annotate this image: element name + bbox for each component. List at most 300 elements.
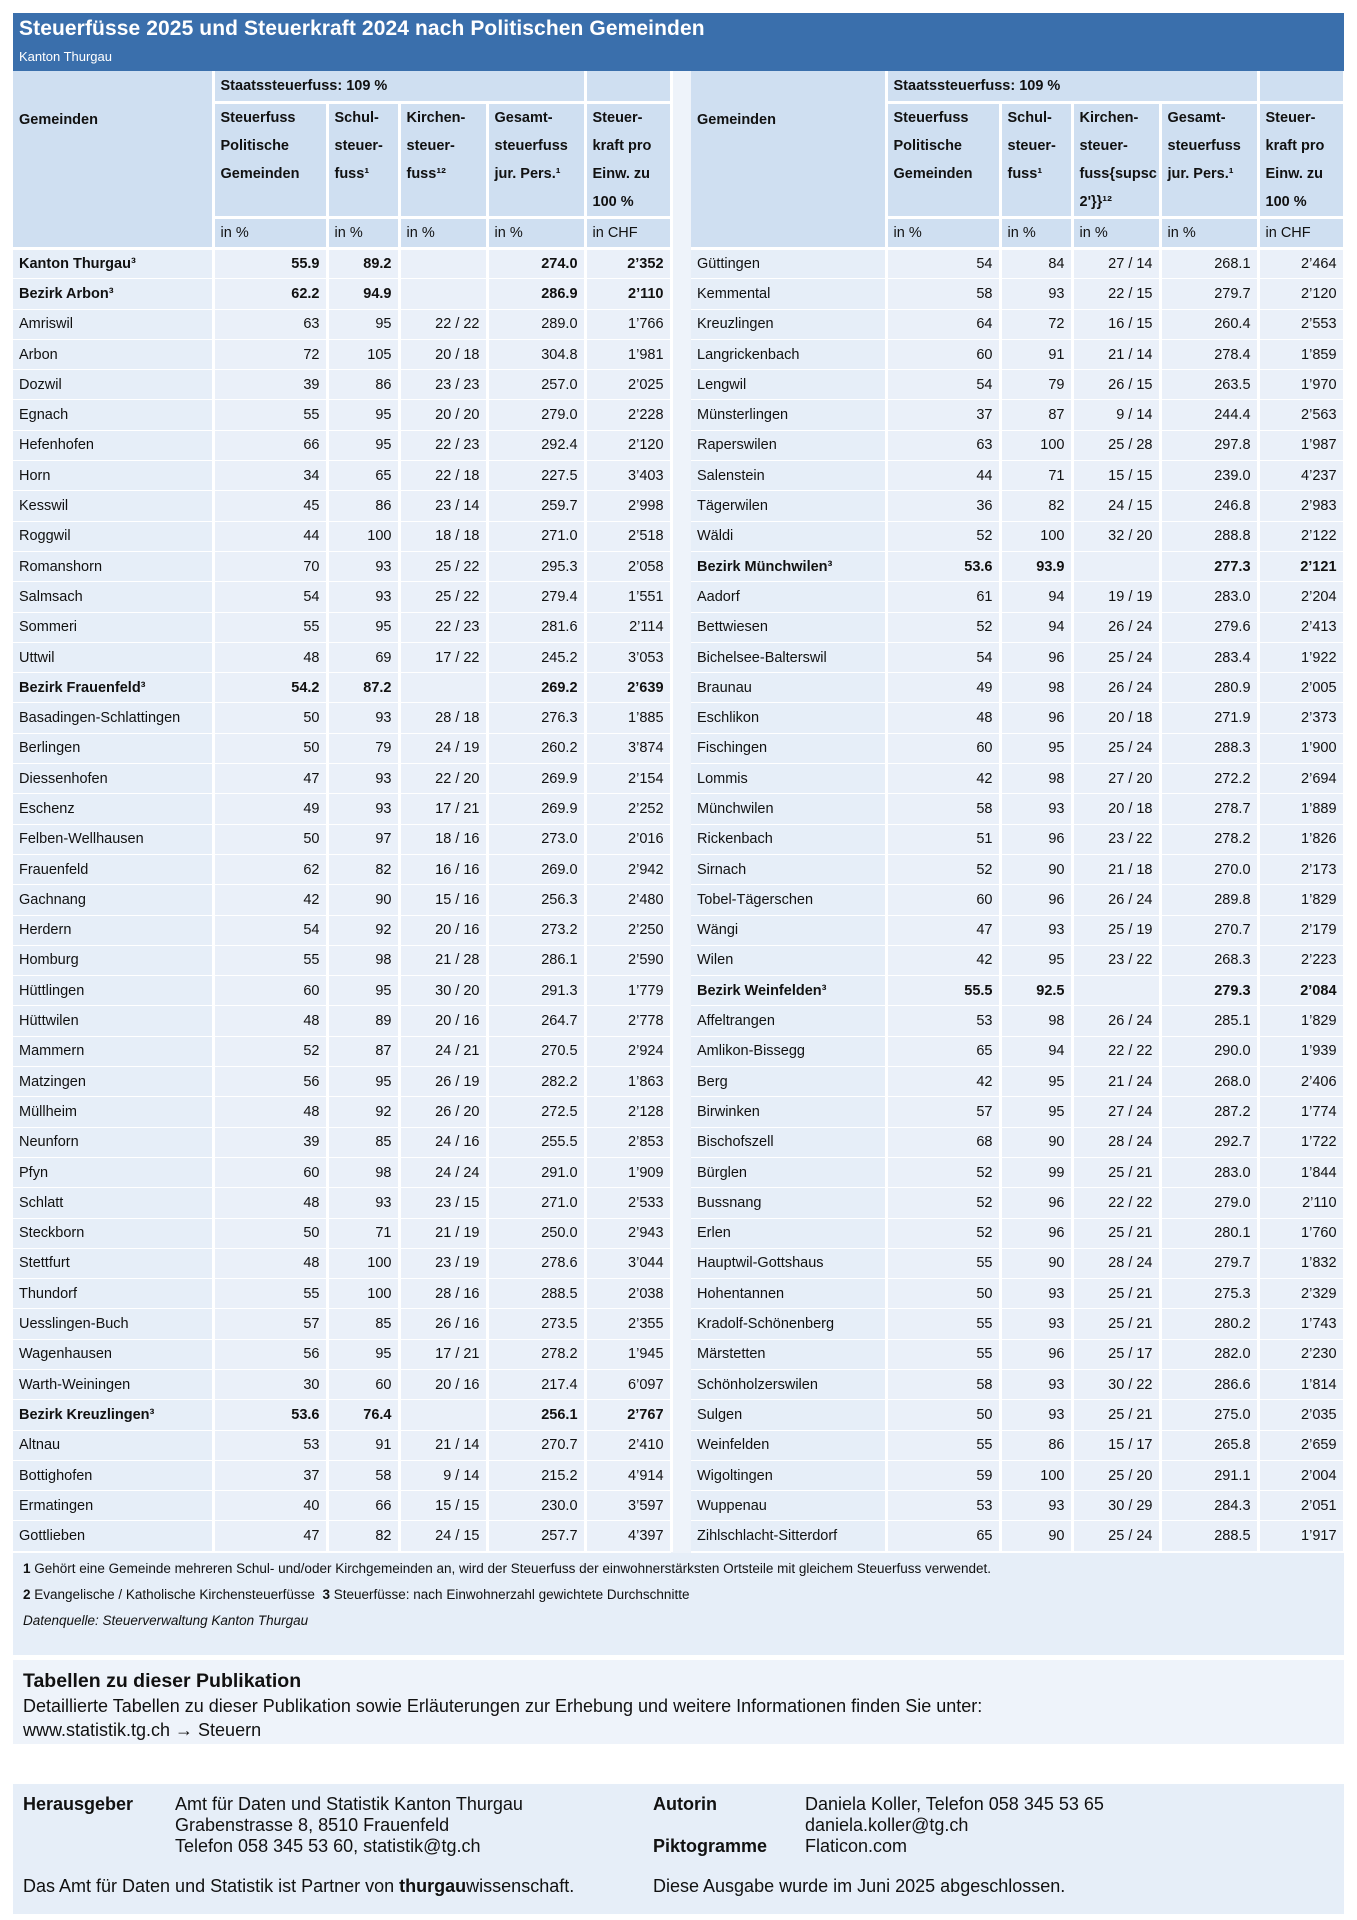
schulsteuerfuss-cell: 94.9 xyxy=(327,279,399,309)
steuerkraft-cell: 1’889 xyxy=(1258,794,1344,824)
kirchensteuerfuss-cell: 15 / 15 xyxy=(1072,461,1160,491)
gesamtsteuerfuss-cell: 270.7 xyxy=(1160,915,1258,945)
table-row xyxy=(691,400,1344,430)
footnote-text: Steuerfüsse: nach Einwohnerzahl gewichtete Durchschnitte xyxy=(333,1587,690,1602)
autorin-email[interactable]: daniela.koller@tg.ch xyxy=(805,1815,969,1835)
gemeinde-name: Bischofszell xyxy=(691,1127,886,1157)
table-row xyxy=(13,612,671,642)
table-row xyxy=(13,491,671,521)
schulsteuerfuss-cell: 95 xyxy=(1000,1097,1072,1127)
steuerkraft-cell: 2’943 xyxy=(585,1218,671,1248)
steuerkraft-cell: 1’844 xyxy=(1258,1157,1344,1187)
page-subtitle: Kanton Thurgau xyxy=(19,49,112,64)
gesamtsteuerfuss-cell: 286.1 xyxy=(487,945,585,975)
gesamtsteuerfuss-cell: 272.5 xyxy=(487,1097,585,1127)
table-row xyxy=(691,582,1344,612)
schulsteuerfuss-cell: 93 xyxy=(1000,1491,1072,1521)
kirchensteuerfuss-cell: 16 / 15 xyxy=(1072,309,1160,339)
steuerfuss-pg-cell: 63 xyxy=(213,309,327,339)
steuerfuss-pg-cell: 52 xyxy=(886,1218,1000,1248)
steuerkraft-cell: 2’553 xyxy=(1258,309,1344,339)
steuerkraft-cell: 1’917 xyxy=(1258,1521,1344,1551)
steuerkraft-cell: 2’005 xyxy=(1258,673,1344,703)
header-empty xyxy=(585,71,671,103)
steuerkraft-cell: 2’250 xyxy=(585,915,671,945)
unit-label: in % xyxy=(1160,218,1258,249)
steuerfuss-pg-cell: 48 xyxy=(886,703,1000,733)
kirchensteuerfuss-cell: 21 / 14 xyxy=(1072,339,1160,369)
table-row xyxy=(13,1157,671,1187)
steuerfuss-pg-cell: 64 xyxy=(886,309,1000,339)
steuerfuss-pg-cell: 68 xyxy=(886,1127,1000,1157)
header-kirchensteuerfuss: Kirchen-steuer-fuss¹² xyxy=(399,103,487,218)
steuerfuss-pg-cell: 49 xyxy=(213,794,327,824)
gemeinde-name: Eschenz xyxy=(13,794,213,824)
table-row xyxy=(13,1248,671,1278)
table-row xyxy=(691,279,1344,309)
schulsteuerfuss-cell: 95 xyxy=(1000,733,1072,763)
gemeinde-name: Ermatingen xyxy=(13,1491,213,1521)
schulsteuerfuss-cell: 96 xyxy=(1000,1188,1072,1218)
kirchensteuerfuss-cell: 18 / 18 xyxy=(399,521,487,551)
unit-label: in % xyxy=(487,218,585,249)
steuerkraft-cell: 2’252 xyxy=(585,794,671,824)
gemeinde-name: Bezirk Kreuzlingen³ xyxy=(13,1400,213,1430)
schulsteuerfuss-cell: 93 xyxy=(1000,1309,1072,1339)
gesamtsteuerfuss-cell: 278.7 xyxy=(1160,794,1258,824)
kirchensteuerfuss-cell: 17 / 21 xyxy=(399,794,487,824)
unit-label: in % xyxy=(1000,218,1072,249)
table-row xyxy=(13,1067,671,1097)
table-row xyxy=(691,370,1344,400)
table-row xyxy=(13,794,671,824)
summary-row xyxy=(13,279,671,309)
gesamtsteuerfuss-cell: 273.0 xyxy=(487,824,585,854)
gemeinde-name: Aadorf xyxy=(691,582,886,612)
gesamtsteuerfuss-cell: 263.5 xyxy=(1160,370,1258,400)
gemeinde-name: Hüttwilen xyxy=(13,1006,213,1036)
schulsteuerfuss-cell: 95 xyxy=(327,612,399,642)
gemeinde-name: Kesswil xyxy=(13,491,213,521)
steuerfuss-pg-cell: 55 xyxy=(886,1339,1000,1369)
gemeinde-name: Birwinken xyxy=(691,1097,886,1127)
header-empty xyxy=(1258,71,1344,103)
schulsteuerfuss-cell: 94 xyxy=(1000,1036,1072,1066)
gemeinde-name: Salmsach xyxy=(13,582,213,612)
table-separator xyxy=(671,71,691,1554)
steuerfuss-pg-cell: 52 xyxy=(886,1188,1000,1218)
gesamtsteuerfuss-cell: 278.4 xyxy=(1160,339,1258,369)
gemeinde-name: Bürglen xyxy=(691,1157,886,1187)
gesamtsteuerfuss-cell: 279.0 xyxy=(1160,1188,1258,1218)
steuerfuss-pg-cell: 58 xyxy=(886,794,1000,824)
gemeinde-name: Hohentannen xyxy=(691,1279,886,1309)
gesamtsteuerfuss-cell: 260.2 xyxy=(487,733,585,763)
gemeinde-name: Bottighofen xyxy=(13,1460,213,1490)
table-row xyxy=(13,976,671,1006)
schulsteuerfuss-cell: 93 xyxy=(327,703,399,733)
schulsteuerfuss-cell: 96 xyxy=(1000,1339,1072,1369)
gesamtsteuerfuss-cell: 270.0 xyxy=(1160,854,1258,884)
kirchensteuerfuss-cell: 22 / 15 xyxy=(1072,279,1160,309)
steuerkraft-cell: 1’922 xyxy=(1258,642,1344,672)
header-steuerkraft: Steuer-kraft pro Einw. zu 100 % xyxy=(585,103,671,218)
schulsteuerfuss-cell: 92 xyxy=(327,1097,399,1127)
steuerfuss-pg-cell: 72 xyxy=(213,339,327,369)
kirchensteuerfuss-cell: 25 / 21 xyxy=(1072,1309,1160,1339)
kirchensteuerfuss-cell xyxy=(1072,551,1160,581)
gesamtsteuerfuss-cell: 283.0 xyxy=(1160,1157,1258,1187)
table-row xyxy=(691,703,1344,733)
schulsteuerfuss-cell: 98 xyxy=(1000,673,1072,703)
steuerkraft-cell: 3’403 xyxy=(585,461,671,491)
schulsteuerfuss-cell: 79 xyxy=(327,733,399,763)
schulsteuerfuss-cell: 85 xyxy=(327,1127,399,1157)
table-left xyxy=(13,71,673,1552)
steuerfuss-pg-cell: 56 xyxy=(213,1339,327,1369)
table-row xyxy=(13,309,671,339)
schulsteuerfuss-cell: 96 xyxy=(1000,642,1072,672)
unit-label: in CHF xyxy=(585,218,671,249)
kirchensteuerfuss-cell: 19 / 19 xyxy=(1072,582,1160,612)
steuerfuss-pg-cell: 42 xyxy=(886,764,1000,794)
table-row xyxy=(691,1006,1344,1036)
publication-link[interactable]: www.statistik.tg.ch → Steuern xyxy=(23,1720,262,1740)
kirchensteuerfuss-cell: 26 / 24 xyxy=(1072,673,1160,703)
gemeinde-name: Romanshorn xyxy=(13,551,213,581)
kirchensteuerfuss-cell: 25 / 22 xyxy=(399,582,487,612)
gesamtsteuerfuss-cell: 289.0 xyxy=(487,309,585,339)
footnote-number: 1 xyxy=(23,1561,31,1576)
schulsteuerfuss-cell: 98 xyxy=(327,1157,399,1187)
steuerkraft-cell: 2’518 xyxy=(585,521,671,551)
kirchensteuerfuss-cell: 21 / 28 xyxy=(399,945,487,975)
kirchensteuerfuss-cell: 25 / 17 xyxy=(1072,1339,1160,1369)
steuerkraft-cell: 3’597 xyxy=(585,1491,671,1521)
gesamtsteuerfuss-cell: 280.2 xyxy=(1160,1309,1258,1339)
gesamtsteuerfuss-cell: 246.8 xyxy=(1160,491,1258,521)
kirchensteuerfuss-cell: 20 / 18 xyxy=(399,339,487,369)
steuerkraft-cell: 1’945 xyxy=(585,1339,671,1369)
kirchensteuerfuss-cell: 25 / 19 xyxy=(1072,915,1160,945)
schulsteuerfuss-cell: 90 xyxy=(327,885,399,915)
steuerkraft-cell: 1’859 xyxy=(1258,339,1344,369)
steuerkraft-cell: 3’053 xyxy=(585,642,671,672)
steuerfuss-pg-cell: 48 xyxy=(213,1097,327,1127)
schulsteuerfuss-cell: 100 xyxy=(327,521,399,551)
header-steuerkraft: Steuer-kraft pro Einw. zu 100 % xyxy=(1258,103,1344,218)
table-row xyxy=(691,1369,1344,1399)
steuerkraft-cell: 1’970 xyxy=(1258,370,1344,400)
summary-row xyxy=(691,976,1344,1006)
kirchensteuerfuss-cell: 15 / 15 xyxy=(399,1491,487,1521)
gemeinde-name: Münchwilen xyxy=(691,794,886,824)
gemeinde-name: Diessenhofen xyxy=(13,764,213,794)
kirchensteuerfuss-cell: 22 / 22 xyxy=(1072,1036,1160,1066)
schulsteuerfuss-cell: 94 xyxy=(1000,612,1072,642)
kirchensteuerfuss-cell: 25 / 28 xyxy=(1072,430,1160,460)
steuerfuss-pg-cell: 52 xyxy=(886,612,1000,642)
schulsteuerfuss-cell: 93 xyxy=(327,1188,399,1218)
steuerkraft-cell: 2’410 xyxy=(585,1430,671,1460)
table-row xyxy=(13,461,671,491)
table-row xyxy=(13,1036,671,1066)
schulsteuerfuss-cell: 76.4 xyxy=(327,1400,399,1430)
gemeinde-name: Tobel-Tägerschen xyxy=(691,885,886,915)
gesamtsteuerfuss-cell: 271.0 xyxy=(487,521,585,551)
schulsteuerfuss-cell: 98 xyxy=(1000,764,1072,794)
gemeinde-name: Basadingen-Schlattingen xyxy=(13,703,213,733)
steuerkraft-cell: 2’853 xyxy=(585,1127,671,1157)
header-schulsteuerfuss: Schul-steuer-fuss¹ xyxy=(1000,103,1072,218)
footnote-text: Evangelische / Katholische Kirchensteuerfüsse xyxy=(34,1587,315,1602)
schulsteuerfuss-cell: 82 xyxy=(327,1521,399,1551)
kirchensteuerfuss-cell: 27 / 24 xyxy=(1072,1097,1160,1127)
kirchensteuerfuss-cell: 26 / 15 xyxy=(1072,370,1160,400)
schulsteuerfuss-cell: 99 xyxy=(1000,1157,1072,1187)
steuerfuss-pg-cell: 60 xyxy=(213,976,327,1006)
gesamtsteuerfuss-cell: 257.7 xyxy=(487,1521,585,1551)
gesamtsteuerfuss-cell: 276.3 xyxy=(487,703,585,733)
gemeinde-name: Horn xyxy=(13,461,213,491)
steuerfuss-pg-cell: 40 xyxy=(213,1491,327,1521)
kirchensteuerfuss-cell: 22 / 22 xyxy=(399,309,487,339)
gesamtsteuerfuss-cell: 289.8 xyxy=(1160,885,1258,915)
steuerfuss-pg-cell: 51 xyxy=(886,824,1000,854)
kirchensteuerfuss-cell: 24 / 15 xyxy=(399,1521,487,1551)
header-steuerfuss-pg: Steuerfuss Politische Gemeinden xyxy=(213,103,327,218)
schulsteuerfuss-cell: 97 xyxy=(327,824,399,854)
steuerfuss-pg-cell: 63 xyxy=(886,430,1000,460)
gemeinde-name: Felben-Wellhausen xyxy=(13,824,213,854)
table-row xyxy=(13,885,671,915)
schulsteuerfuss-cell: 93 xyxy=(1000,279,1072,309)
steuerfuss-pg-cell: 55 xyxy=(886,1309,1000,1339)
kirchensteuerfuss-cell: 20 / 16 xyxy=(399,1369,487,1399)
gesamtsteuerfuss-cell: 270.5 xyxy=(487,1036,585,1066)
steuerfuss-pg-cell: 39 xyxy=(213,1127,327,1157)
gesamtsteuerfuss-cell: 288.5 xyxy=(487,1279,585,1309)
schulsteuerfuss-cell: 90 xyxy=(1000,1521,1072,1551)
gesamtsteuerfuss-cell: 271.0 xyxy=(487,1188,585,1218)
schulsteuerfuss-cell: 82 xyxy=(327,854,399,884)
gesamtsteuerfuss-cell: 275.3 xyxy=(1160,1279,1258,1309)
steuerfuss-pg-cell: 47 xyxy=(886,915,1000,945)
publication-text: Detaillierte Tabellen zu dieser Publikation sowie Erläuterungen zur Erhebung und weitere Informationen finden Sie unter: xyxy=(23,1696,983,1716)
steuerfuss-pg-cell: 50 xyxy=(213,824,327,854)
steuerfuss-pg-cell: 54 xyxy=(886,249,1000,279)
publication-box xyxy=(13,1660,1344,1744)
kirchensteuerfuss-cell: 9 / 14 xyxy=(1072,400,1160,430)
gemeinde-name: Altnau xyxy=(13,1430,213,1460)
steuerkraft-cell: 1’774 xyxy=(1258,1097,1344,1127)
footnote-number: 2 xyxy=(23,1587,31,1602)
kirchensteuerfuss-cell: 20 / 16 xyxy=(399,915,487,945)
steuerkraft-cell: 1’987 xyxy=(1258,430,1344,460)
steuerfuss-pg-cell: 54 xyxy=(213,915,327,945)
schulsteuerfuss-cell: 95 xyxy=(327,309,399,339)
schulsteuerfuss-cell: 90 xyxy=(1000,854,1072,884)
kirchensteuerfuss-cell: 25 / 24 xyxy=(1072,1521,1160,1551)
schulsteuerfuss-cell: 86 xyxy=(327,491,399,521)
table-row xyxy=(691,1127,1344,1157)
steuerfuss-pg-cell: 56 xyxy=(213,1067,327,1097)
steuerkraft-cell: 2’767 xyxy=(585,1400,671,1430)
steuerkraft-cell: 2’110 xyxy=(1258,1188,1344,1218)
steuerfuss-pg-cell: 52 xyxy=(886,521,1000,551)
steuerfuss-pg-cell: 55 xyxy=(213,612,327,642)
kirchensteuerfuss-cell: 27 / 14 xyxy=(1072,249,1160,279)
gemeinde-name: Neunforn xyxy=(13,1127,213,1157)
steuerfuss-pg-cell: 50 xyxy=(886,1279,1000,1309)
steuerfuss-pg-cell: 44 xyxy=(213,521,327,551)
gesamtsteuerfuss-cell: 285.1 xyxy=(1160,1006,1258,1036)
gesamtsteuerfuss-cell: 269.9 xyxy=(487,764,585,794)
steuerfuss-pg-cell: 45 xyxy=(213,491,327,521)
kirchensteuerfuss-cell: 24 / 19 xyxy=(399,733,487,763)
gemeinde-name: Homburg xyxy=(13,945,213,975)
steuerkraft-cell: 1’863 xyxy=(585,1067,671,1097)
gemeinde-name: Eschlikon xyxy=(691,703,886,733)
closing-note: Diese Ausgabe wurde im Juni 2025 abgeschlossen. xyxy=(653,1876,1066,1896)
steuerkraft-cell: 1’829 xyxy=(1258,1006,1344,1036)
gesamtsteuerfuss-cell: 279.0 xyxy=(487,400,585,430)
steuerkraft-cell: 2’778 xyxy=(585,1006,671,1036)
steuerkraft-cell: 2’154 xyxy=(585,764,671,794)
gemeinde-name: Tägerwilen xyxy=(691,491,886,521)
steuerfuss-pg-cell: 60 xyxy=(886,733,1000,763)
gemeinde-name: Sommeri xyxy=(13,612,213,642)
schulsteuerfuss-cell: 94 xyxy=(1000,582,1072,612)
steuerkraft-cell: 2’121 xyxy=(1258,551,1344,581)
table-row xyxy=(691,673,1344,703)
steuerkraft-cell: 2’942 xyxy=(585,854,671,884)
gesamtsteuerfuss-cell: 274.0 xyxy=(487,249,585,279)
gemeinde-name: Weinfelden xyxy=(691,1430,886,1460)
table-row xyxy=(13,1218,671,1248)
gesamtsteuerfuss-cell: 272.2 xyxy=(1160,764,1258,794)
table-row xyxy=(13,1430,671,1460)
table-row xyxy=(13,521,671,551)
steuerkraft-cell: 2’639 xyxy=(585,673,671,703)
gesamtsteuerfuss-cell: 244.4 xyxy=(1160,400,1258,430)
herausgeber-label: Herausgeber xyxy=(23,1794,134,1814)
steuerfuss-pg-cell: 57 xyxy=(886,1097,1000,1127)
gesamtsteuerfuss-cell: 291.3 xyxy=(487,976,585,1006)
header-kirchensteuerfuss: Kirchen-steuer-fuss{supsc 2'}}¹² xyxy=(1072,103,1160,218)
gesamtsteuerfuss-cell: 279.7 xyxy=(1160,279,1258,309)
schulsteuerfuss-cell: 95 xyxy=(1000,945,1072,975)
kirchensteuerfuss-cell: 22 / 23 xyxy=(399,612,487,642)
steuerfuss-pg-cell: 54 xyxy=(886,642,1000,672)
gemeinde-name: Wängi xyxy=(691,915,886,945)
kirchensteuerfuss-cell: 23 / 14 xyxy=(399,491,487,521)
steuerkraft-cell: 2’230 xyxy=(1258,1339,1344,1369)
steuerkraft-cell: 2’533 xyxy=(585,1188,671,1218)
gemeinde-name: Münsterlingen xyxy=(691,400,886,430)
gesamtsteuerfuss-cell: 279.6 xyxy=(1160,612,1258,642)
kirchensteuerfuss-cell xyxy=(399,673,487,703)
table-row xyxy=(691,1218,1344,1248)
schulsteuerfuss-cell: 96 xyxy=(1000,824,1072,854)
kirchensteuerfuss-cell: 30 / 22 xyxy=(1072,1369,1160,1399)
table-row xyxy=(13,703,671,733)
kirchensteuerfuss-cell: 28 / 18 xyxy=(399,703,487,733)
gesamtsteuerfuss-cell: 245.2 xyxy=(487,642,585,672)
gemeinde-name: Hauptwil-Gottshaus xyxy=(691,1248,886,1278)
table-row xyxy=(13,854,671,884)
table-row xyxy=(13,339,671,369)
steuerkraft-cell: 2’464 xyxy=(1258,249,1344,279)
kirchensteuerfuss-cell: 26 / 16 xyxy=(399,1309,487,1339)
header-schulsteuerfuss: Schul-steuer-fuss¹ xyxy=(327,103,399,218)
steuerkraft-cell: 2’058 xyxy=(585,551,671,581)
gesamtsteuerfuss-cell: 239.0 xyxy=(1160,461,1258,491)
schulsteuerfuss-cell: 85 xyxy=(327,1309,399,1339)
steuerkraft-cell: 3’044 xyxy=(585,1248,671,1278)
footnote-text: Gehört eine Gemeinde mehreren Schul- und/oder Kirchgemeinden an, wird der Steuerfuss der einwohnerstärksten Ortsteile mit gleichem Steuerfuss verwendet. xyxy=(34,1561,992,1576)
steuerkraft-cell: 3’874 xyxy=(585,733,671,763)
gemeinde-name: Wigoltingen xyxy=(691,1460,886,1490)
table-row xyxy=(691,249,1344,279)
table-row xyxy=(13,642,671,672)
gesamtsteuerfuss-cell: 280.9 xyxy=(1160,673,1258,703)
steuerkraft-cell: 1’939 xyxy=(1258,1036,1344,1066)
gesamtsteuerfuss-cell: 279.4 xyxy=(487,582,585,612)
schulsteuerfuss-cell: 98 xyxy=(1000,1006,1072,1036)
title-bar xyxy=(13,13,1344,71)
schulsteuerfuss-cell: 96 xyxy=(1000,703,1072,733)
steuerfuss-pg-cell: 50 xyxy=(213,733,327,763)
gemeinde-name: Bettwiesen xyxy=(691,612,886,642)
steuerfuss-pg-cell: 59 xyxy=(886,1460,1000,1490)
schulsteuerfuss-cell: 91 xyxy=(327,1430,399,1460)
gesamtsteuerfuss-cell: 279.3 xyxy=(1160,976,1258,1006)
gesamtsteuerfuss-cell: 257.0 xyxy=(487,370,585,400)
schulsteuerfuss-cell: 87 xyxy=(1000,400,1072,430)
gesamtsteuerfuss-cell: 265.8 xyxy=(1160,1430,1258,1460)
gemeinde-name: Herdern xyxy=(13,915,213,945)
steuerfuss-pg-cell: 39 xyxy=(213,370,327,400)
gemeinde-name: Braunau xyxy=(691,673,886,703)
partner-note xyxy=(23,1876,574,1897)
kirchensteuerfuss-cell: 26 / 20 xyxy=(399,1097,487,1127)
gemeinde-name: Uesslingen-Buch xyxy=(13,1309,213,1339)
gesamtsteuerfuss-cell: 282.0 xyxy=(1160,1339,1258,1369)
gemeinde-name: Lengwil xyxy=(691,370,886,400)
footnote-number: 3 xyxy=(322,1587,330,1602)
steuerkraft-cell: 1’832 xyxy=(1258,1248,1344,1278)
gemeinde-name: Salenstein xyxy=(691,461,886,491)
steuerfuss-pg-cell: 48 xyxy=(213,1188,327,1218)
kirchensteuerfuss-cell: 21 / 14 xyxy=(399,1430,487,1460)
unit-label: in % xyxy=(1072,218,1160,249)
steuerkraft-cell: 2’173 xyxy=(1258,854,1344,884)
steuerkraft-cell: 2’924 xyxy=(585,1036,671,1066)
header-staatssteuerfuss: Staatssteuerfuss: 109 % xyxy=(886,71,1258,103)
kirchensteuerfuss-cell: 9 / 14 xyxy=(399,1460,487,1490)
steuerfuss-pg-cell: 57 xyxy=(213,1309,327,1339)
gemeinde-name: Sirnach xyxy=(691,854,886,884)
gesamtsteuerfuss-cell: 273.2 xyxy=(487,915,585,945)
gemeinde-name: Bezirk Frauenfeld³ xyxy=(13,673,213,703)
autorin-name: Daniela Koller, Telefon 058 345 53 65 xyxy=(805,1794,1104,1814)
schulsteuerfuss-cell: 71 xyxy=(327,1218,399,1248)
unit-label: in % xyxy=(213,218,327,249)
table-row xyxy=(691,1430,1344,1460)
steuerkraft-cell: 2’004 xyxy=(1258,1460,1344,1490)
gesamtsteuerfuss-cell: 270.7 xyxy=(487,1430,585,1460)
